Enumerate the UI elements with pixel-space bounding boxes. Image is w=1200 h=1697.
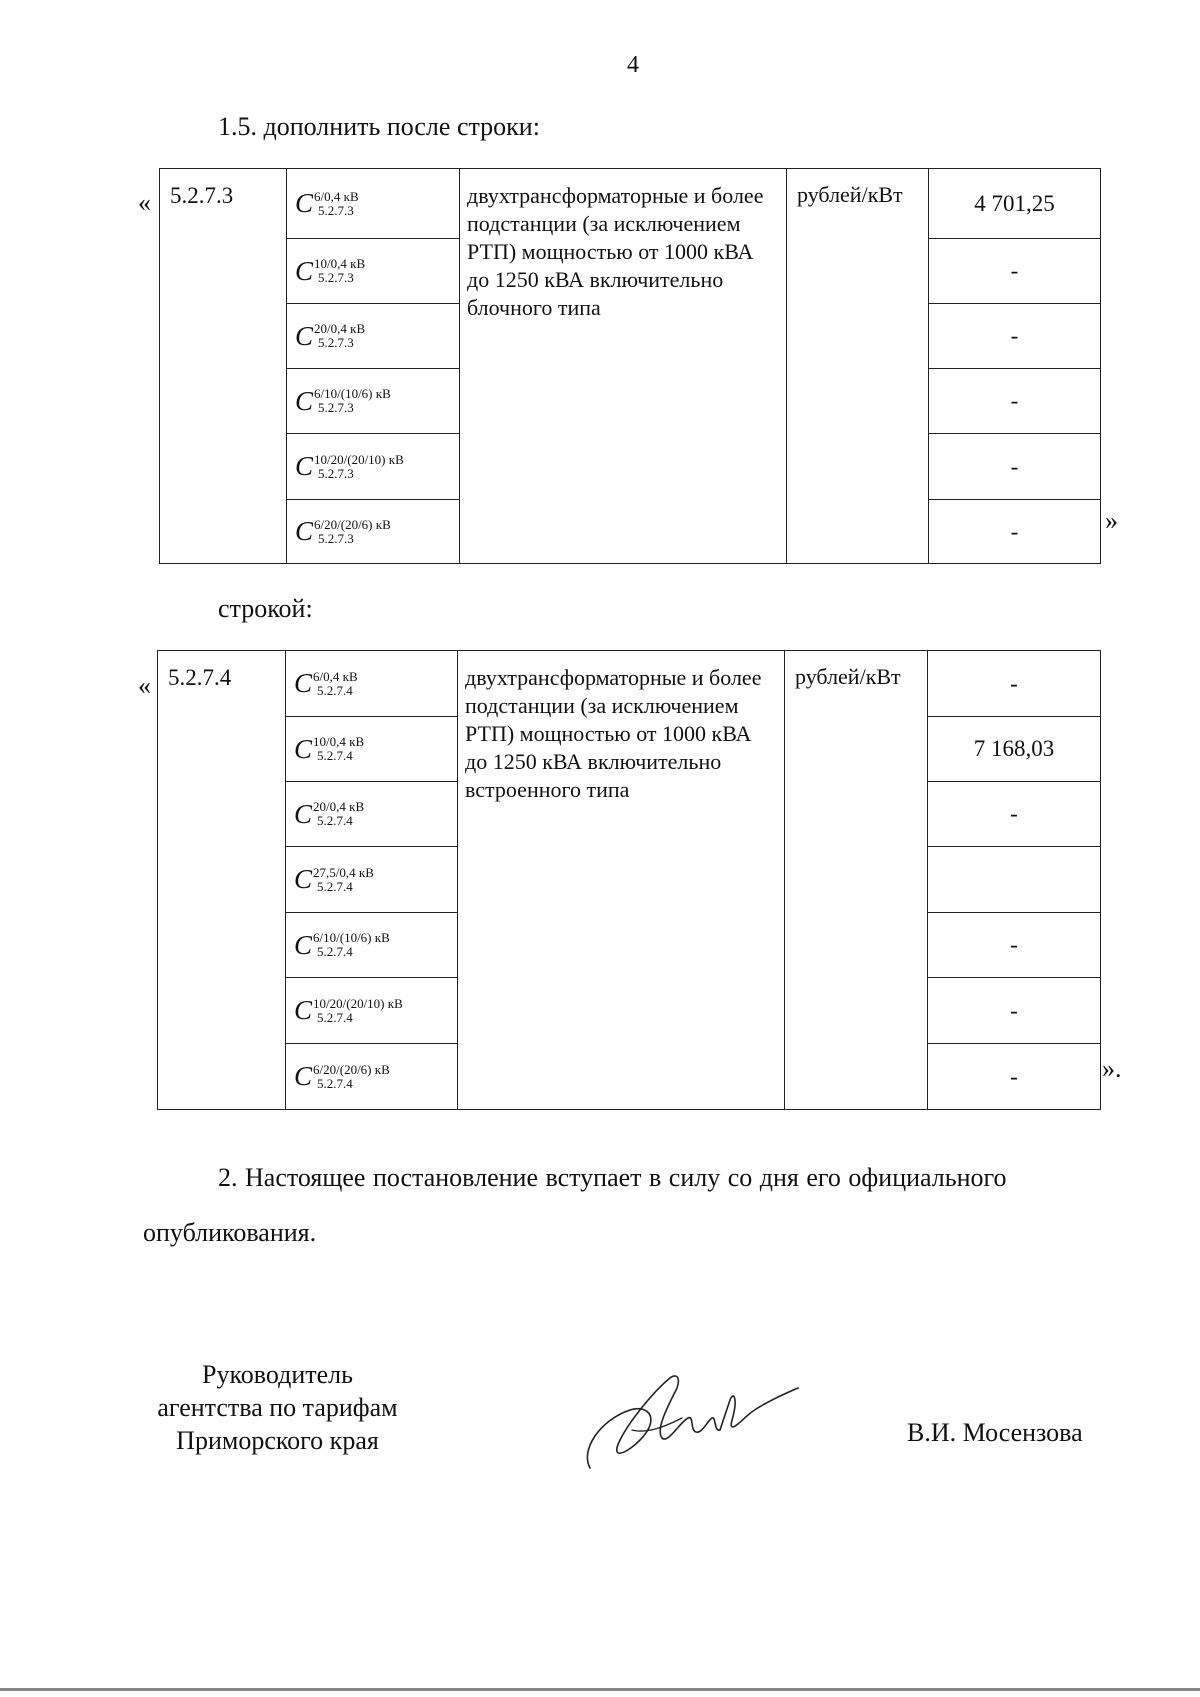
rate-index: 5.2.7.4 — [317, 748, 353, 763]
rate-symbol-letter: C — [294, 668, 313, 698]
voltage-level: 6/10/(10/6) кВ — [314, 386, 391, 401]
rate-value: - — [929, 239, 1101, 304]
signer-title-line-2: агентства по тарифам — [157, 1393, 398, 1422]
rate-symbol-letter: C — [295, 188, 314, 218]
item-description: двухтрансформаторные и более подстанции (за исключением РТП) мощностью от 1000 кВА до 1250 кВА включительно встроенного типа — [458, 651, 785, 1110]
signer-name: В.И. Мосензова — [907, 1418, 1083, 1447]
rate-symbol-letter: C — [294, 798, 313, 829]
signer-title-line-1: Руководитель — [202, 1360, 353, 1389]
rate-index: 5.2.7.4 — [317, 944, 353, 959]
item-code: 5.2.7.4 — [158, 651, 286, 1110]
rate-symbol — [286, 978, 458, 1044]
rate-value: - — [929, 304, 1101, 369]
rate-index: 5.2.7.4 — [317, 1075, 353, 1091]
rate-value: - — [929, 500, 1101, 564]
voltage-level: 6/10/(10/6) кВ — [313, 930, 390, 945]
rate-symbol — [286, 651, 458, 717]
unit-of-measure: рублей/кВт — [785, 651, 928, 1110]
rate-index: 5.2.7.4 — [317, 813, 353, 828]
voltage-level: 27,5/0,4 кВ — [313, 864, 374, 880]
rate-symbol-letter: C — [294, 864, 313, 894]
rate-index: 5.2.7.3 — [318, 335, 354, 350]
signer-position — [130, 1358, 425, 1457]
rate-value: 7 168,03 — [928, 717, 1101, 782]
rate-value: - — [928, 913, 1101, 978]
rate-value: - — [929, 434, 1101, 500]
rate-symbol — [287, 304, 460, 369]
rate-symbol — [286, 717, 458, 782]
rate-symbol — [286, 847, 458, 913]
paragraph-2-line-1: 2. Настоящее постановление вступает в силу со дня его официального — [218, 1163, 1007, 1192]
rate-symbol — [286, 1044, 458, 1110]
rate-value: 4 701,25 — [929, 169, 1101, 239]
rate-symbol-letter: C — [295, 320, 314, 351]
rate-symbol — [286, 782, 458, 847]
handwritten-signature — [570, 1360, 800, 1480]
rate-value — [928, 847, 1101, 913]
tariff-table-original — [159, 168, 1101, 564]
rate-symbol — [286, 913, 458, 978]
rate-index: 5.2.7.3 — [318, 270, 354, 285]
close-quote-2: ». — [1102, 1054, 1122, 1083]
rate-symbol — [287, 434, 460, 500]
voltage-level: 20/0,4 кВ — [314, 321, 366, 336]
voltage-level: 6/20/(20/6) кВ — [314, 516, 391, 532]
rate-symbol — [287, 500, 460, 564]
rate-symbol-letter: C — [294, 1061, 313, 1091]
rate-index: 5.2.7.3 — [318, 530, 354, 546]
rate-value: - — [928, 782, 1101, 847]
item-code: 5.2.7.3 — [160, 169, 287, 564]
open-quote-1: « — [138, 188, 151, 217]
close-quote-1: » — [1105, 506, 1118, 535]
rate-index: 5.2.7.3 — [318, 465, 354, 481]
rate-index: 5.2.7.3 — [318, 400, 354, 415]
rate-index: 5.2.7.4 — [317, 878, 353, 894]
voltage-level: 10/0,4 кВ — [313, 734, 365, 749]
rate-index: 5.2.7.4 — [317, 682, 353, 698]
voltage-level: 6/0,4 кВ — [314, 188, 359, 204]
scan-edge-line — [0, 1688, 1200, 1691]
rate-value: - — [928, 1044, 1101, 1110]
tariff-table-replacement — [157, 650, 1101, 1110]
rate-symbol-letter: C — [294, 733, 313, 764]
rate-symbol — [287, 169, 460, 239]
replacement-intro: строкой: — [218, 594, 313, 623]
amendment-intro: 1.5. дополнить после строки: — [218, 112, 540, 141]
rate-symbol-letter: C — [295, 451, 314, 481]
rate-symbol-letter: C — [294, 995, 313, 1025]
voltage-level: 6/20/(20/6) кВ — [313, 1061, 390, 1077]
voltage-level: 10/20/(20/10) кВ — [314, 451, 404, 467]
rate-symbol — [287, 369, 460, 434]
rate-symbol — [287, 239, 460, 304]
rate-symbol-letter: C — [295, 255, 314, 286]
voltage-level: 6/0,4 кВ — [313, 668, 358, 684]
paragraph-2-line-2: опубликования. — [143, 1218, 317, 1247]
rate-index: 5.2.7.3 — [318, 202, 354, 218]
rate-value: - — [928, 978, 1101, 1044]
table-row — [158, 651, 1101, 717]
unit-of-measure: рублей/кВт — [787, 169, 929, 564]
signer-title-line-3: Приморского края — [176, 1426, 379, 1455]
rate-symbol-letter: C — [294, 929, 313, 960]
rate-symbol-letter: C — [295, 516, 314, 546]
page-number: 4 — [627, 52, 639, 78]
rate-index: 5.2.7.4 — [317, 1009, 353, 1025]
item-description: двухтрансформаторные и более подстанции (за исключением РТП) мощностью от 1000 кВА до 1250 кВА включительно блочного типа — [460, 169, 787, 564]
voltage-level: 20/0,4 кВ — [313, 799, 365, 814]
rate-value: - — [929, 369, 1101, 434]
rate-value: - — [928, 651, 1101, 717]
voltage-level: 10/0,4 кВ — [314, 256, 366, 271]
table-row — [160, 169, 1101, 239]
open-quote-2: « — [138, 671, 151, 700]
voltage-level: 10/20/(20/10) кВ — [313, 995, 403, 1011]
rate-symbol-letter: C — [295, 385, 314, 416]
